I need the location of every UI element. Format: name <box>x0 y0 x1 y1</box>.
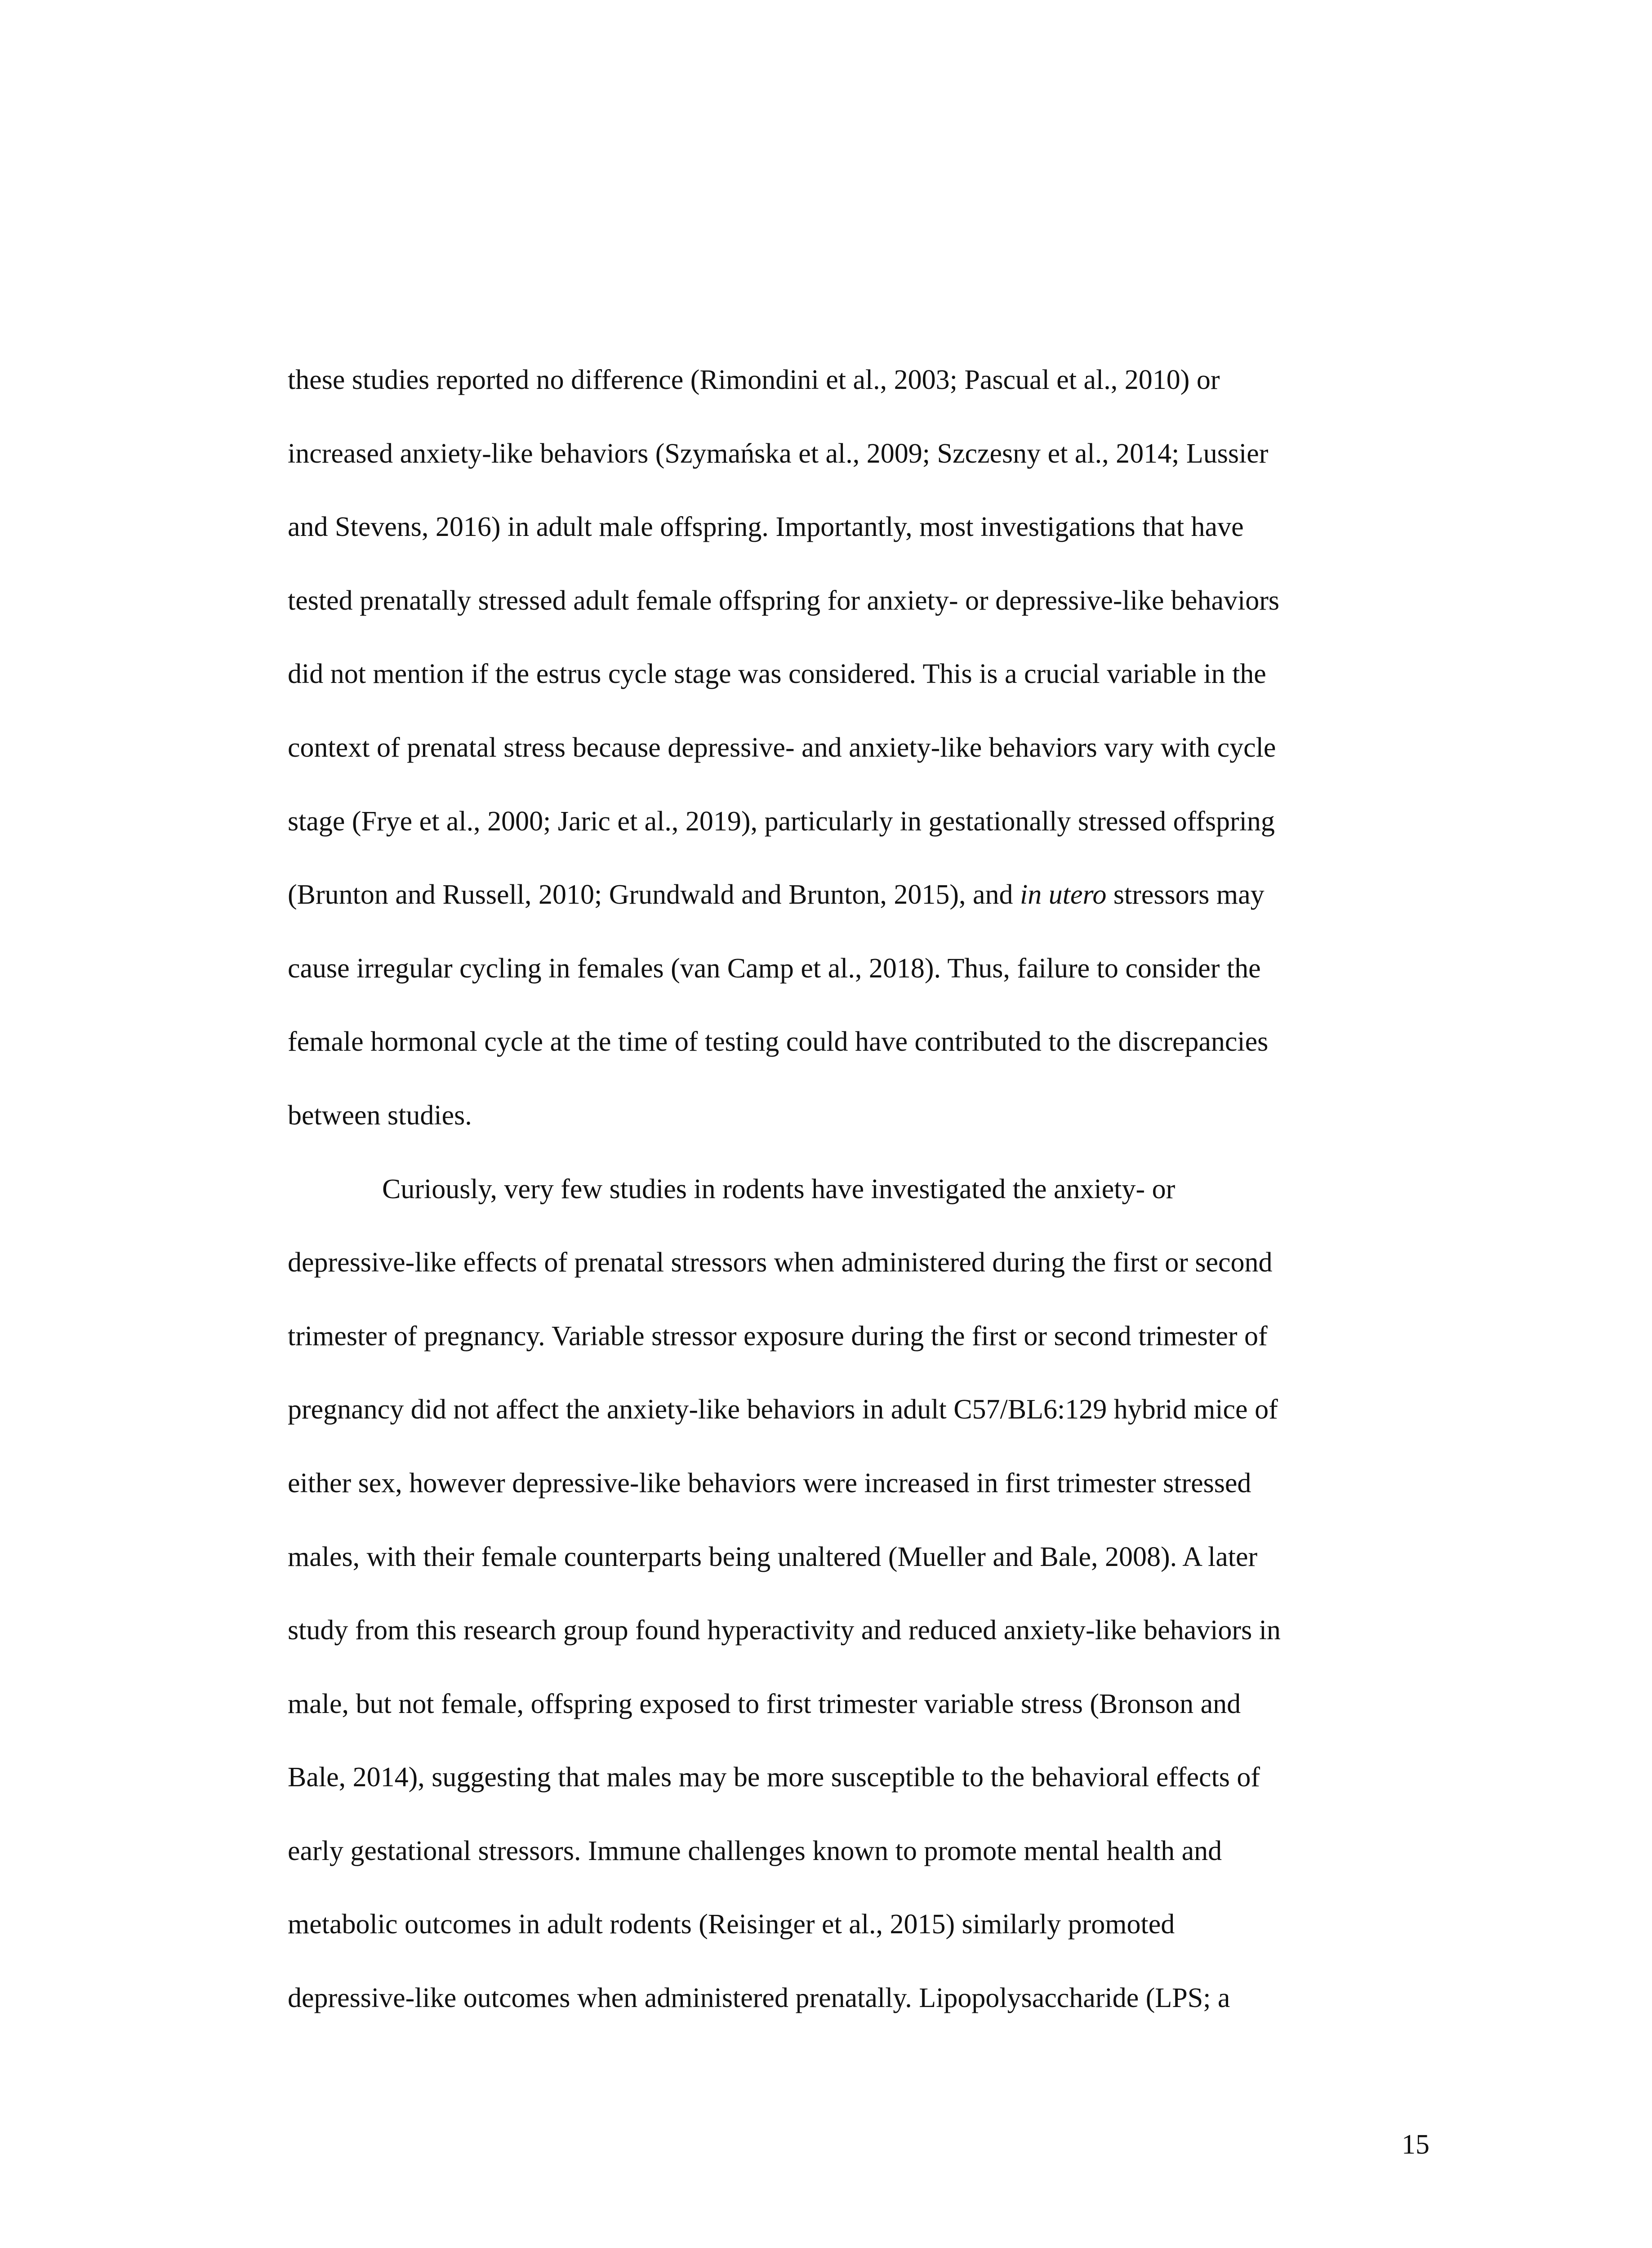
paragraph-1-line-2: increased anxiety-like behaviors (Szymańska et al., 2009; Szczesny et al., 2014; Lussier <box>288 438 1269 469</box>
paragraph-2-line-2: depressive-like effects of prenatal stressors when administered during the first or second <box>288 1247 1273 1278</box>
line-text-after-italic: stressors may <box>1106 879 1265 910</box>
body-text <box>288 360 1429 2052</box>
page-number: 15 <box>1402 2129 1429 2160</box>
paragraph-1-line-4: tested prenatally stressed adult female offspring for anxiety- or depressive-like behaviors <box>288 585 1279 616</box>
paragraph-2-line-5: either sex, however depressive-like behaviors were increased in first trimester stressed <box>288 1467 1251 1499</box>
paragraph-1-line-3: and Stevens, 2016) in adult male offspring. Importantly, most investigations that have <box>288 512 1244 543</box>
paragraph-2-line-9: Bale, 2014), suggesting that males may be more susceptible to the behavioral effects of <box>288 1762 1260 1793</box>
paragraph-1-line-5: did not mention if the estrus cycle stage was considered. This is a crucial variable in the <box>288 659 1266 690</box>
paragraph-1-line-10: female hormonal cycle at the time of testing could have contributed to the discrepancies <box>288 1026 1269 1057</box>
paragraph-2-line-10: early gestational stressors. Immune challenges known to promote mental health and <box>288 1835 1222 1866</box>
paragraph-1-line-11: between studies. <box>288 1100 472 1131</box>
paragraph-2-line-4: pregnancy did not affect the anxiety-like behaviors in adult C57/BL6:129 hybrid mice of <box>288 1394 1278 1425</box>
paragraph-1-line-6: context of prenatal stress because depressive- and anxiety-like behaviors vary with cycle <box>288 732 1276 763</box>
paragraph-2-line-11: metabolic outcomes in adult rodents (Reisinger et al., 2015) similarly promoted <box>288 1909 1175 1940</box>
paragraph-2-line-7: study from this research group found hyperactivity and reduced anxiety-like behaviors in <box>288 1615 1281 1646</box>
paragraph-2-line-6: males, with their female counterparts being unaltered (Mueller and Bale, 2008). A later <box>288 1541 1258 1572</box>
paragraph-1-line-7: stage (Frye et al., 2000; Jaric et al., 2019), particularly in gestationally stressed offspring <box>288 806 1275 837</box>
paragraph-1-line-8 <box>288 874 1429 948</box>
paragraph-1-line-9: cause irregular cycling in females (van Camp et al., 2018). Thus, failure to consider the <box>288 953 1261 984</box>
paragraph-1-line-1: these studies reported no difference (Rimondini et al., 2003; Pascual et al., 2010) or <box>288 365 1220 395</box>
line-text-before-italic: (Brunton and Russell, 2010; Grundwald and Brunton, 2015), and <box>288 879 1020 910</box>
paragraph-2-line-8: male, but not female, offspring exposed to first trimester variable stress (Bronson and <box>288 1688 1241 1719</box>
paragraph-2-line-1: Curiously, very few studies in rodents have investigated the anxiety- or <box>382 1173 1176 1204</box>
italic-phrase: in utero <box>1020 879 1107 910</box>
paragraph-2-line-12: depressive-like outcomes when administered prenatally. Lipopolysaccharide (LPS; a <box>288 1983 1230 2014</box>
paragraph-2-line-3: trimester of pregnancy. Variable stressor exposure during the first or second trimester of <box>288 1320 1268 1351</box>
